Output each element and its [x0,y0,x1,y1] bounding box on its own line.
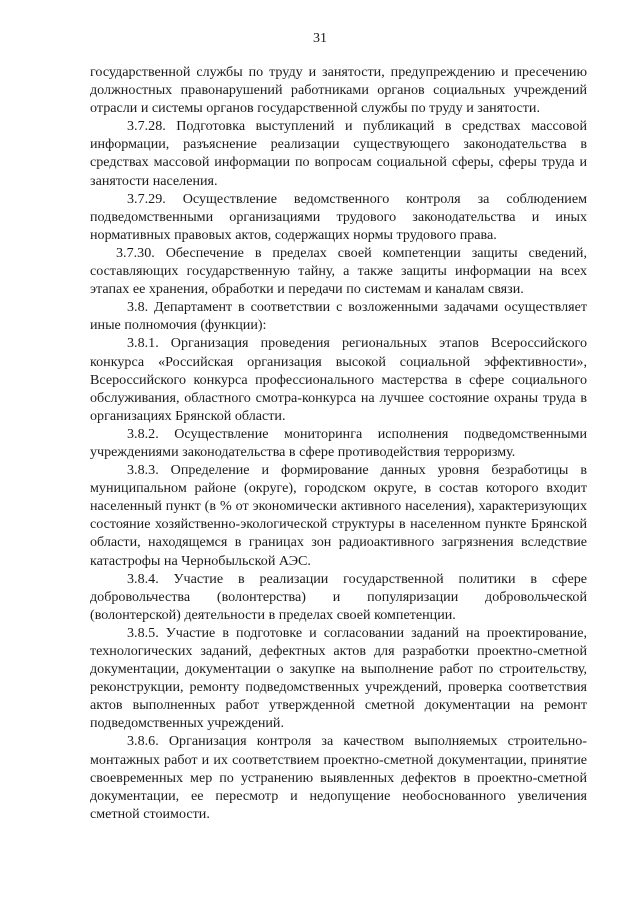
paragraph-3-8-1: 3.8.1. Организация проведения региональных этапов Всероссийского конкурса «Российская организация высокой социальной эффективности», Всероссийского конкурса профессионального мастерства в сфере социального обслуживания, областного смотра-конкурса на лучшее состояние охраны труда в организациях Брянской области. [90,335,587,424]
paragraph-3-7-28: 3.7.28. Подготовка выступлений и публикаций в средствах массовой информации, разъяснение реализации существующего законодательства в средствах массовой информации по вопросам социальной сферы, сферы труда и занятости населения. [90,118,587,189]
paragraph-3-8-2: 3.8.2. Осуществление мониторинга исполнения подведомственными учреждениями законодательства в сфере противодействия терроризму. [90,425,587,460]
paragraph-3-7-30: 3.7.30. Обеспечение в пределах своей компетенции защиты сведений, составляющих государственную тайну, а также защиты информации на всех этапах ее хранения, обработки и передачи по системам и каналам связи. [90,244,587,298]
paragraph-3-8-5: 3.8.5. Участие в подготовке и согласовании заданий на проектирование, технологических заданий, дефектных актов для разработки проектно-сметной документации, документации о закупке на выполнение работ по строительству, реконструкции, ремонту подведомственных учреждений, проверка соответствия актов выполненных работ утвержденной сметной документации на ремонт подведомственных учреждений. [90,624,587,732]
paragraph-3-8-6: 3.8.6. Организация контроля за качеством выполняемых строительно-монтажных работ и их соответствием проектно-сметной документации, принятие своевременных мер по устранению выявленных дефектов в проектно-сметной документации, ее пересмотр и недопущение необоснованного увеличения сметной стоимости. [90,733,587,822]
paragraph-3-7-29: 3.7.29. Осуществление ведомственного контроля за соблюдением подведомственными организациями трудового законодательства и иных нормативных правовых актов, содержащих нормы трудового права. [90,190,587,243]
paragraph-3-8-4: 3.8.4. Участие в реализации государственной политики в сфере добровольчества (волонтерства) и популяризации добровольческой (волонтерской) деятельности в пределах своей компетенции. [90,570,587,623]
paragraph-3-8-3: 3.8.3. Определение и формирование данных уровня безработицы в муниципальном районе (округе), городском округе, в состав которого входит населенный пункт (в % от экономически активного населения), характеризующих состояние хозяйственно-экологической структуры в населенном пункте Брянской области, находящемся в границах зон радиоактивного загрязнения вследствие катастрофы на Чернобыльской АЭС. [90,462,587,569]
page-number: 31 [313,31,327,46]
paragraph-continuation: государственной службы по труду и занятости, предупреждению и пресечению должностных правонарушений работниками органов социальных учреждений отрасли и системы органов государственной службы по труду и занятости. [90,64,587,117]
paragraph-3-8: 3.8. Департамент в соответствии с возложенными задачами осуществляет иные полномочия (функции): [90,299,587,334]
document-body [90,63,587,823]
